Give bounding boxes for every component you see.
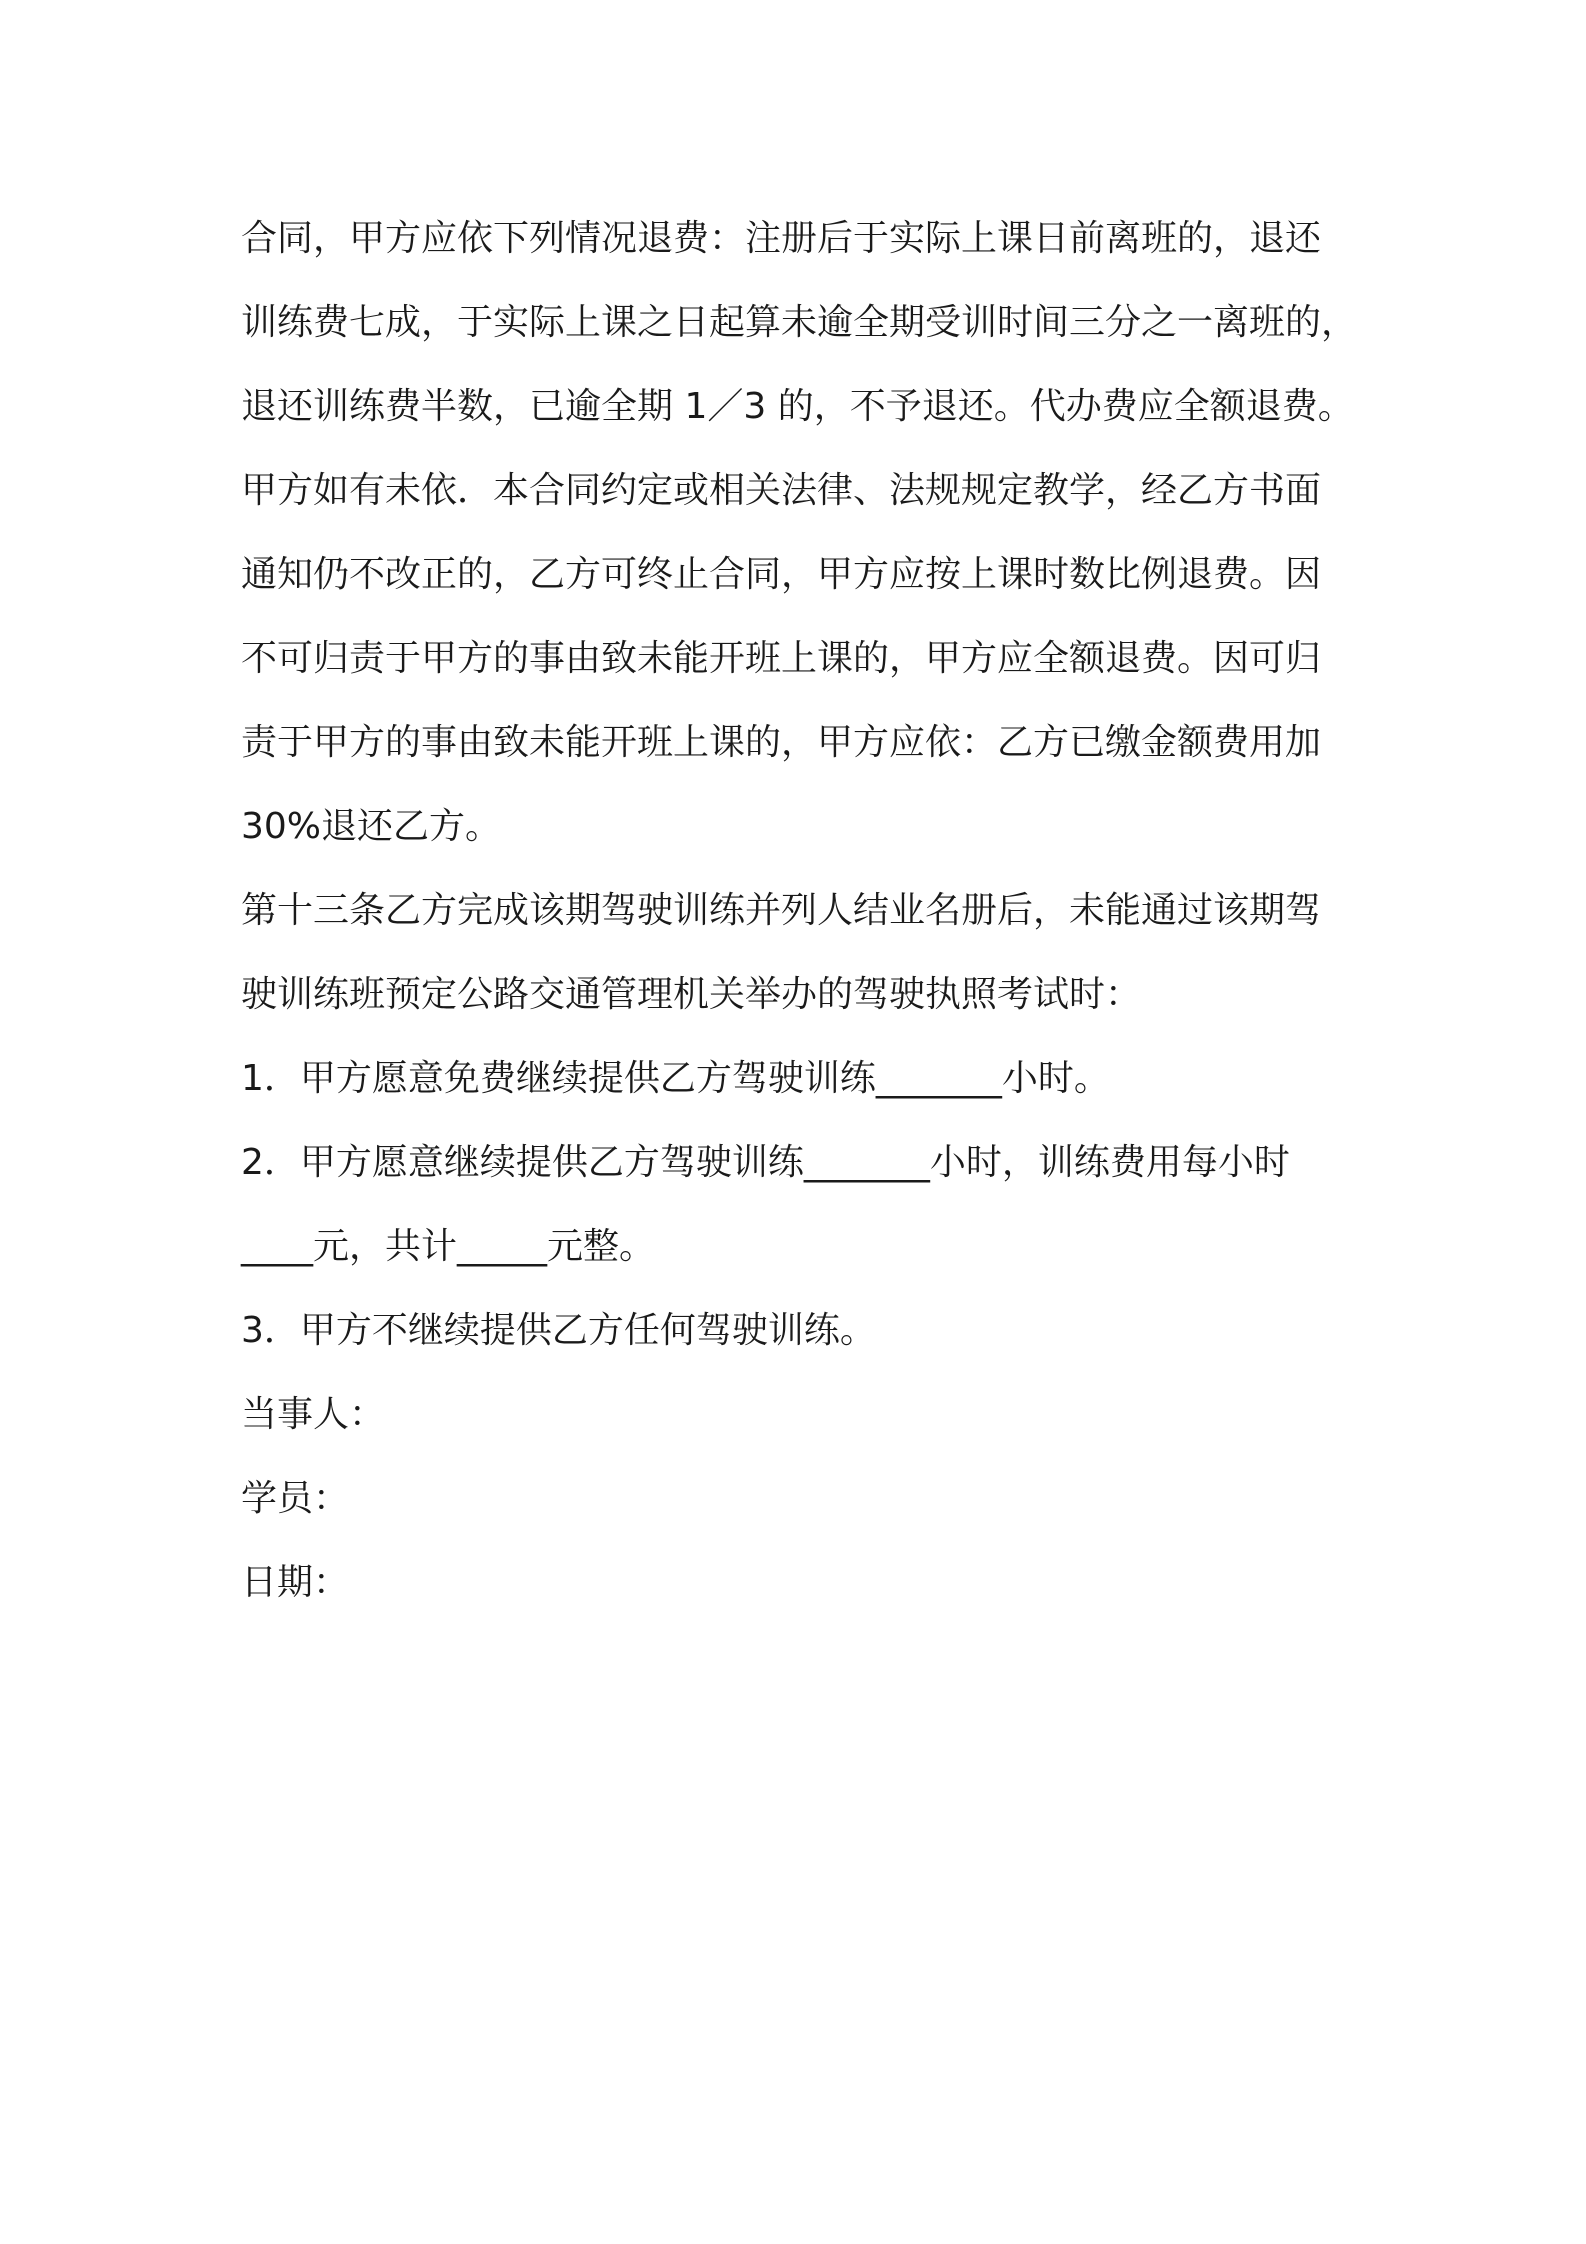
text-line: 合同，甲方应依下列情况退费：注册后于实际上课日前离班的，退还 xyxy=(241,218,1322,259)
party-label: 当事人： xyxy=(241,1394,386,1435)
article-13-heading-line: 第十三条乙方完成该期驾驶训练并列人结业名册后，未能通过该期驾 xyxy=(241,890,1322,931)
text-line: 责于甲方的事由致未能开班上课的，甲方应依：乙方已缴金额费用加 xyxy=(241,722,1322,763)
date-label: 日期： xyxy=(241,1562,350,1603)
text-line: 不可归责于甲方的事由致未能开班上课的，甲方应全额退费。因可归 xyxy=(241,638,1322,679)
option-2-continuation-line: ____元，共计_____元整。 xyxy=(241,1226,656,1267)
text-line: 通知仍不改正的，乙方可终止合同，甲方应按上课时数比例退费。因 xyxy=(241,554,1322,595)
text-line: 训练费七成，于实际上课之日起算未逾全期受训时间三分之一离班的， xyxy=(241,302,1358,343)
text-line: 甲方如有未依．本合同约定或相关法律、法规规定教学，经乙方书面 xyxy=(241,470,1322,511)
student-label: 学员： xyxy=(241,1478,350,1519)
document-body xyxy=(241,197,1381,1625)
text-line: 驶训练班预定公路交通管理机关举办的驾驶执照考试时： xyxy=(241,974,1142,1015)
option-2-line: 2．甲方愿意继续提供乙方驾驶训练_______小时，训练费用每小时 xyxy=(241,1142,1290,1183)
option-3-line: 3．甲方不继续提供乙方任何驾驶训练。 xyxy=(241,1310,876,1351)
option-1-line: 1．甲方愿意免费继续提供乙方驾驶训练_______小时。 xyxy=(241,1058,1110,1099)
text-line: 30%退还乙方。 xyxy=(241,806,502,847)
text-line: 退还训练费半数，已逾全期 1／3 的，不予退还。代办费应全额退费。 xyxy=(241,386,1354,427)
